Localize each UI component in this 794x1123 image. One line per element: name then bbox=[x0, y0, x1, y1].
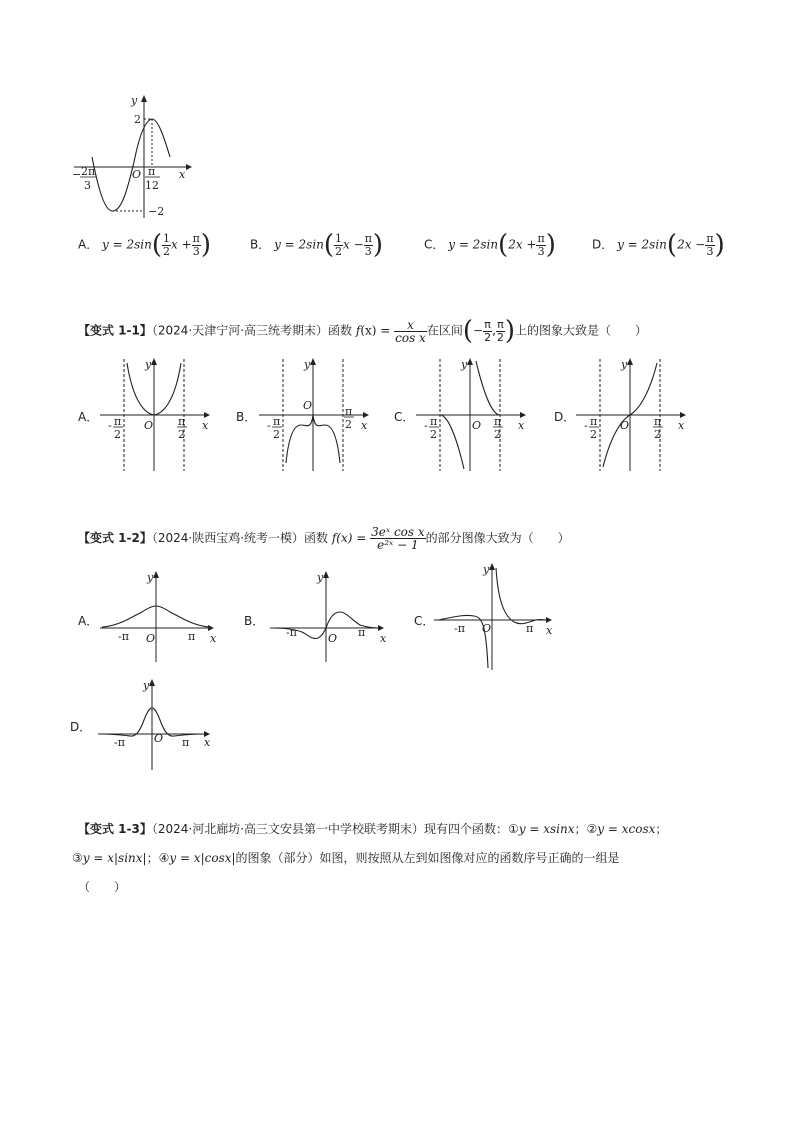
y-label: y bbox=[131, 94, 138, 107]
svg-text:y: y bbox=[461, 358, 468, 371]
v11-label-d[interactable]: D． bbox=[554, 410, 576, 424]
svg-text:π: π bbox=[654, 415, 662, 428]
svg-text:2: 2 bbox=[654, 428, 661, 441]
v11-graph-c[interactable] bbox=[412, 355, 532, 473]
v13-line2: ③y = x|sinx|；④y = x|cosx|的图象（部分）如图，则按照从左到如图像对应的函数序号正确的一组是 bbox=[72, 851, 620, 865]
svg-text:2: 2 bbox=[430, 428, 437, 441]
left-sign: − bbox=[72, 168, 82, 181]
v11-tag: 【变式 1-1】 bbox=[78, 323, 152, 338]
svg-text:x: x bbox=[210, 632, 217, 645]
v11-graph-d[interactable] bbox=[572, 355, 692, 473]
svg-text:O: O bbox=[154, 732, 164, 745]
v11-label-b[interactable]: B． bbox=[236, 410, 257, 424]
svg-text:y: y bbox=[483, 563, 490, 576]
svg-text:π: π bbox=[590, 415, 598, 428]
svg-text:π: π bbox=[178, 415, 186, 428]
svg-text:π: π bbox=[273, 415, 281, 428]
svg-text:2: 2 bbox=[345, 418, 352, 431]
svg-text:x: x bbox=[380, 632, 387, 645]
svg-text:π: π bbox=[494, 415, 502, 428]
v12-graph-d[interactable] bbox=[94, 676, 218, 772]
svg-text:-π: -π bbox=[454, 622, 465, 635]
q1-option-d[interactable]: D． y = 2sin(2x − $\frac{\pi}{3}$ ) bbox=[592, 230, 725, 260]
v12-label-a[interactable]: A． bbox=[78, 614, 99, 628]
v13-line1: 【变式 1-3】（2024·河北廊坊·高三文安县第一中学校联考期末）现有四个函数：①y = xsinx；②y = xcosx； bbox=[78, 822, 668, 836]
v11-graph-a[interactable] bbox=[96, 355, 216, 473]
v12-label-b[interactable]: B． bbox=[244, 614, 265, 628]
x-axis-arrow bbox=[186, 164, 192, 170]
x-label: x bbox=[179, 168, 186, 181]
y-axis-arrow bbox=[141, 95, 147, 102]
svg-text:O: O bbox=[328, 632, 338, 645]
svg-text:y: y bbox=[145, 358, 152, 371]
svg-text:y: y bbox=[304, 358, 311, 371]
min-label: −2 bbox=[148, 205, 165, 218]
svg-text:x: x bbox=[204, 736, 211, 749]
svg-text:O: O bbox=[620, 419, 630, 432]
v12-graph-c[interactable] bbox=[430, 560, 558, 672]
right-den: 12 bbox=[145, 179, 159, 192]
svg-text:-: - bbox=[584, 419, 588, 432]
q1-graph bbox=[68, 92, 198, 224]
svg-text:2: 2 bbox=[494, 428, 501, 441]
svg-text:y: y bbox=[621, 358, 628, 371]
v12-question: 【变式 1-2】（2024·陕西宝鸡·统考一模）函数 f(x) = $\frac{\text{3eˣ cos x}}{\text{e²ˣ − 1}}$ 的部分图像大致为（ ） bbox=[78, 525, 570, 552]
svg-text:-: - bbox=[424, 419, 428, 432]
svg-text:-: - bbox=[267, 419, 271, 432]
svg-text:-π: -π bbox=[286, 626, 297, 639]
max-label: 2 bbox=[134, 113, 141, 126]
sine-curve bbox=[92, 119, 170, 211]
v11-graph-b[interactable] bbox=[255, 355, 375, 473]
v12-label-d[interactable]: D． bbox=[70, 720, 92, 734]
svg-text:2: 2 bbox=[114, 428, 121, 441]
v11-label-a[interactable]: A． bbox=[78, 410, 99, 424]
q1-option-a[interactable]: A． y = 2sin( $\frac{1}{2}$ x + $\frac{\pi}{3}$ ) bbox=[78, 230, 212, 260]
v12-graph-a[interactable] bbox=[96, 568, 224, 664]
left-num: 2π bbox=[81, 165, 96, 178]
q1-option-c[interactable]: C． y = 2sin(2x + $\frac{\pi}{3}$ ) bbox=[424, 230, 556, 260]
svg-text:x: x bbox=[678, 419, 685, 432]
v13-tag: 【变式 1-3】 bbox=[78, 822, 152, 836]
svg-text:x: x bbox=[518, 419, 525, 432]
svg-text:y: y bbox=[147, 571, 154, 584]
svg-text:O: O bbox=[144, 419, 154, 432]
svg-text:π: π bbox=[188, 630, 196, 643]
v12-graph-b[interactable] bbox=[266, 568, 394, 664]
svg-text:O: O bbox=[146, 632, 156, 645]
origin-label: O bbox=[132, 168, 142, 181]
v12-label-c[interactable]: C． bbox=[414, 614, 435, 628]
v11-question: 【变式 1-1】（2024·天津宁河·高三统考期末）函数 f(x) = $\frac{x}{\text{cos x}}$ 在区间(− $\frac{\pi}{2}$ , $\frac{\pi}{2}$ )上的图象大致是（ ） bbox=[78, 316, 648, 346]
svg-text:-π: -π bbox=[114, 736, 125, 749]
left-den: 3 bbox=[84, 179, 91, 192]
v12-tag: 【变式 1-2】 bbox=[78, 531, 152, 545]
svg-text:2: 2 bbox=[590, 428, 597, 441]
svg-text:π: π bbox=[182, 736, 190, 749]
q1-option-b[interactable]: B． y = 2sin( $\frac{1}{2}$ x − $\frac{\pi}{3}$ ) bbox=[250, 230, 384, 260]
svg-text:π: π bbox=[358, 626, 366, 639]
svg-text:x: x bbox=[361, 419, 368, 432]
svg-text:x: x bbox=[202, 419, 209, 432]
svg-text:-π: -π bbox=[118, 630, 129, 643]
v11-label-c[interactable]: C． bbox=[394, 410, 415, 424]
svg-text:π: π bbox=[526, 622, 534, 635]
v13-line3: （ ） bbox=[78, 880, 127, 894]
svg-text:2: 2 bbox=[178, 428, 185, 441]
svg-text:O: O bbox=[482, 622, 492, 635]
svg-text:π: π bbox=[114, 415, 122, 428]
svg-text:2: 2 bbox=[273, 428, 280, 441]
svg-text:x: x bbox=[546, 624, 553, 637]
svg-text:y: y bbox=[317, 571, 324, 584]
svg-text:π: π bbox=[345, 405, 353, 418]
svg-text:y: y bbox=[143, 679, 150, 692]
right-num: π bbox=[148, 165, 156, 178]
svg-text:-: - bbox=[108, 419, 112, 432]
svg-text:π: π bbox=[430, 415, 438, 428]
svg-text:O: O bbox=[303, 399, 313, 412]
svg-text:O: O bbox=[472, 419, 482, 432]
